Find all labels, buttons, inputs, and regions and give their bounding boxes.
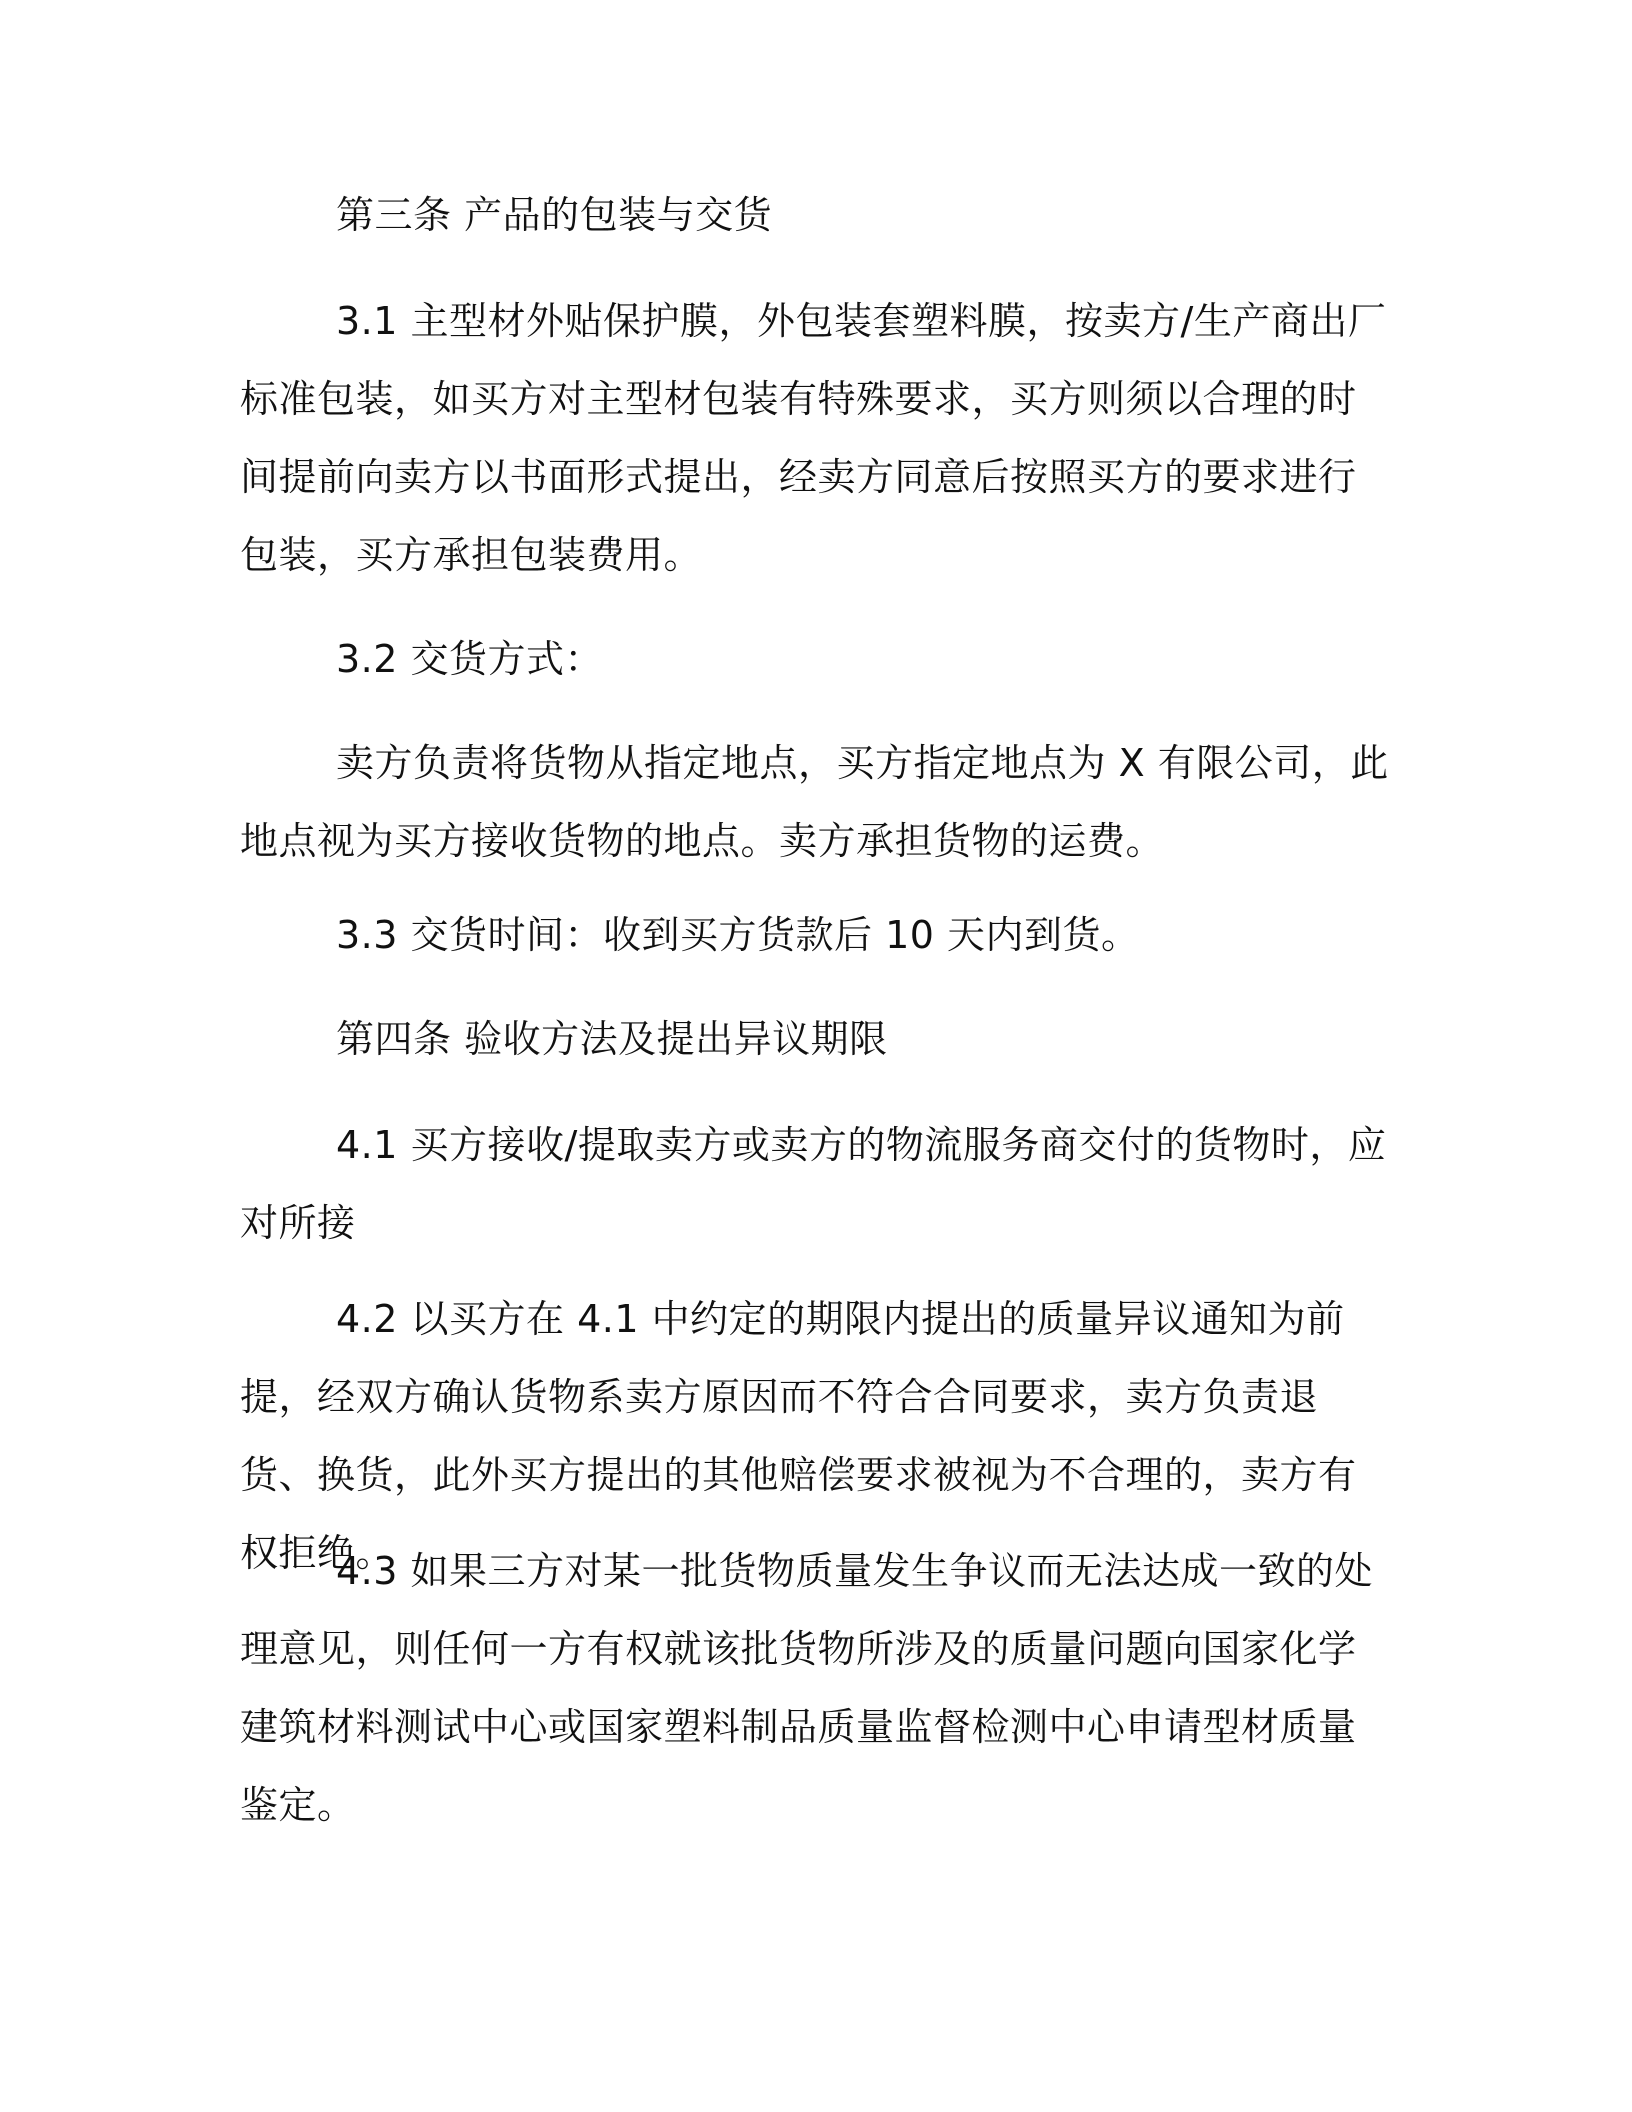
clause-3-1: 3.1 主型材外贴保护膜，外包装套塑料膜，按卖方/生产商出厂标准包装，如买方对主型材包装有特殊要求，买方则须以合理的时间提前向卖方以书面形式提出，经卖方同意后按照买方的要求进行包装，买方承担包装费用。 (240, 299, 1387, 577)
clause-4-2: 4.2 以买方在 4.1 中约定的期限内提出的质量异议通知为前提，经双方确认货物系卖方原因而不符合合同要求，卖方负责退货、换货，此外买方提出的其他赔偿要求被视为不合理的，卖方有权拒绝。 (240, 1297, 1357, 1575)
clause-4-3: 4.3 如果三方对某一批货物质量发生争议而无法达成一致的处理意见，则任何一方有权就该批货物所涉及的质量问题向国家化学建筑材料测试中心或国家塑料制品质量监督检测中心申请型材质量鉴定。 (240, 1549, 1374, 1827)
section-4-heading: 第四条 验收方法及提出异议期限 (336, 1017, 888, 1061)
clause-3-2-body: 卖方负责将货物从指定地点，买方指定地点为 X 有限公司，此地点视为买方接收货物的地点。卖方承担货物的运费。 (240, 741, 1389, 863)
clause-3-3: 3.3 交货时间：收到买方货款后 10 天内到货。 (336, 913, 1140, 957)
section-3-heading: 第三条 产品的包装与交货 (336, 193, 773, 237)
clause-3-2-heading: 3.2 交货方式： (336, 637, 604, 681)
clause-4-1: 4.1 买方接收/提取卖方或卖方的物流服务商交付的货物时，应对所接 (240, 1123, 1387, 1245)
